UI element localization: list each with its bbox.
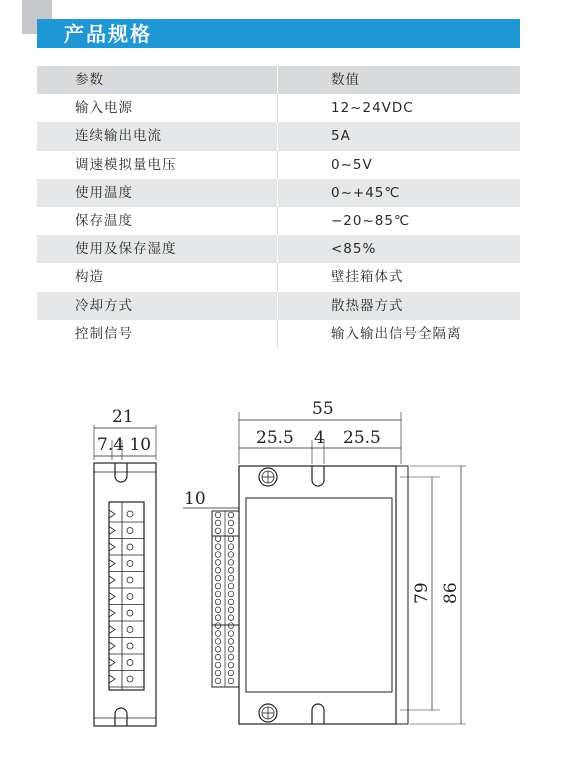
terminal-screw-icon [127, 660, 133, 666]
terminal-pin-icon [215, 575, 221, 581]
terminal-pin-icon [215, 647, 221, 653]
table-row [37, 151, 520, 179]
row-value: 0~5V [331, 156, 373, 173]
row-value: 输入输出信号全隔离 [331, 325, 462, 342]
row-param: 使用温度 [75, 184, 133, 201]
terminal-screw-icon [127, 610, 133, 616]
terminal-screw-icon [127, 528, 133, 534]
table-row [37, 320, 520, 348]
terminal-pin-icon [228, 528, 234, 534]
terminal-pin-icon [215, 512, 221, 518]
row-param: 冷却方式 [75, 297, 133, 314]
terminal-screw-icon [127, 511, 133, 517]
spec-table-header [37, 66, 520, 94]
row-value: 12~24VDC [331, 100, 414, 117]
front-flange [396, 466, 408, 724]
terminal-pin-icon [228, 670, 234, 676]
terminal-pin-icon [215, 639, 221, 645]
terminal-pin-icon [215, 615, 221, 621]
terminal-pin-icon [215, 552, 221, 558]
row-value: 0~+45℃ [331, 184, 401, 201]
row-value: <85% [331, 241, 377, 258]
front-width-label: 55 [312, 399, 334, 419]
terminal-pin-icon [215, 678, 221, 684]
terminal-pin-icon [228, 568, 234, 574]
terminal-pin-icon [228, 599, 234, 605]
terminal-screw-icon [127, 544, 133, 550]
terminal-pin-icon [228, 654, 234, 660]
table-row [37, 122, 520, 150]
terminal-pin-icon [215, 662, 221, 668]
front-inner-panel [246, 498, 392, 692]
height-inner-label: 79 [412, 582, 432, 604]
terminal-pin-icon [228, 639, 234, 645]
row-value: 散热器方式 [331, 297, 404, 314]
terminal-pin-icon [215, 568, 221, 574]
terminal-pin-icon [228, 647, 234, 653]
terminal-pin-icon [215, 599, 221, 605]
side-sub-labels: 7.4 10 [97, 435, 152, 455]
terminal-pin-icon [215, 654, 221, 660]
front-top-slot [312, 466, 324, 486]
terminal-pin-icon [228, 544, 234, 550]
terminal-pin-icon [228, 552, 234, 558]
front-view [183, 399, 466, 724]
row-param: 保存温度 [75, 212, 133, 229]
table-row [37, 179, 520, 207]
row-value: 5A [331, 128, 351, 145]
side-width-label: 21 [112, 407, 134, 427]
table-row [37, 292, 520, 320]
row-value: 壁挂箱体式 [331, 269, 404, 286]
terminal-pin-icon [215, 591, 221, 597]
terminal-pin-icon [215, 631, 221, 637]
spec-table [37, 66, 520, 348]
header-param: 参数 [75, 72, 104, 88]
row-param: 调速模拟量电压 [75, 156, 177, 173]
table-row [37, 235, 520, 263]
front-terminal-strip [212, 511, 239, 687]
terminal-pin-icon [228, 623, 234, 629]
terminal-screw-icon [127, 561, 133, 567]
terminal-pin-icon [228, 607, 234, 613]
row-param: 连续输出电流 [75, 128, 162, 145]
terminal-pin-icon [228, 512, 234, 518]
terminal-pin-icon [215, 520, 221, 526]
terminal-screw-icon [127, 643, 133, 649]
terminal-pin-icon [215, 560, 221, 566]
side-view [94, 407, 156, 726]
front-view-body [239, 466, 396, 724]
terminal-pin-icon [215, 607, 221, 613]
table-row [37, 263, 520, 291]
segment-right-label: 25.5 [343, 428, 381, 448]
terminal-screw-icon [127, 594, 133, 600]
table-row [37, 94, 520, 122]
terminal-pin-icon [228, 662, 234, 668]
terminal-pin-icon [228, 678, 234, 684]
row-value: −20~85℃ [331, 212, 411, 229]
row-param: 构造 [75, 269, 104, 286]
side-bottom-notch [115, 708, 127, 726]
terminal-pin-icon [228, 536, 234, 542]
dimension-drawing [0, 380, 573, 766]
terminal-pin-icon [228, 575, 234, 581]
row-param: 输入电源 [75, 100, 133, 117]
terminal-pin-icon [215, 670, 221, 676]
header-value: 数值 [331, 72, 360, 88]
terminal-pin-icon [215, 536, 221, 542]
terminal-pin-icon [215, 544, 221, 550]
front-bottom-slot [312, 704, 324, 724]
terminal-pin-icon [215, 528, 221, 534]
table-row [37, 207, 520, 235]
terminal-screw-icon [127, 676, 133, 682]
terminal-screw-icon [127, 577, 133, 583]
terminal-pin-icon [228, 583, 234, 589]
terminal-pin-icon [228, 560, 234, 566]
terminal-pin-icon [228, 615, 234, 621]
row-param: 使用及保存湿度 [75, 241, 177, 258]
terminal-pin-icon [215, 583, 221, 589]
terminal-pin-icon [215, 623, 221, 629]
section-title: 产品规格 [64, 22, 152, 46]
height-outer-label: 86 [441, 582, 461, 604]
segment-mid-label: 4 [314, 428, 325, 448]
side-top-notch [115, 463, 127, 482]
terminal-pin-icon [228, 591, 234, 597]
row-param: 控制信号 [75, 325, 133, 342]
segment-left-label: 25.5 [256, 428, 294, 448]
terminal-pin-icon [228, 520, 234, 526]
terminal-screw-icon [127, 627, 133, 633]
terminal-projection-label: 10 [184, 489, 206, 509]
terminal-pin-icon [228, 631, 234, 637]
